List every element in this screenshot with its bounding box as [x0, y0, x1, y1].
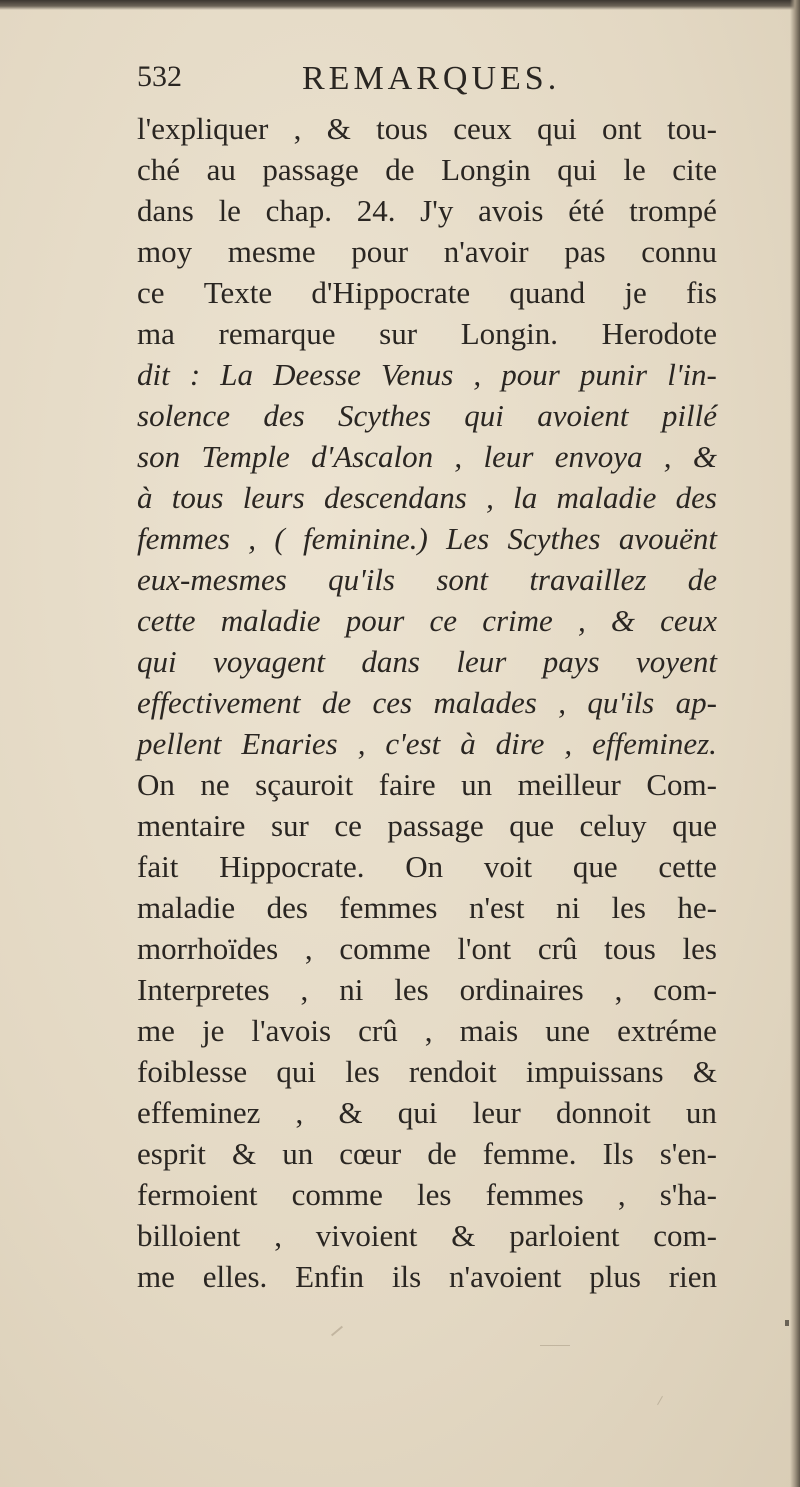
running-head: REMARQUES.: [302, 60, 561, 97]
page-top-shadow: [0, 0, 800, 10]
text-line: moy mesme pour n'avoir pas connu: [137, 234, 717, 269]
text-line: me je l'avois crû , mais une extréme: [137, 1013, 717, 1048]
body-text: [137, 108, 717, 1297]
text-line: esprit & un cœur de femme. Ils s'en-: [137, 1136, 717, 1171]
text-line: morrhoïdes , comme l'ont crû tous les: [137, 931, 717, 966]
text-line: billoient , vivoient & parloient com-: [137, 1218, 717, 1253]
text-line: ma remarque sur Longin. Herodote: [137, 316, 717, 351]
page-number: 532: [137, 60, 182, 93]
text-line: effectivement de ces malades , qu'ils ap-: [137, 685, 717, 720]
text-line: dans le chap. 24. J'y avois été trompé: [137, 193, 717, 228]
paper-stain: [785, 1320, 789, 1326]
text-line: ché au passage de Longin qui le cite: [137, 152, 717, 187]
text-line: cette maladie pour ce crime , & ceux: [137, 603, 717, 638]
text-line: femmes , ( feminine.) Les Scythes avouënt: [137, 521, 717, 556]
text-line: fermoient comme les femmes , s'ha-: [137, 1177, 717, 1212]
page-right-shadow: [790, 0, 800, 1487]
text-line: son Temple d'Ascalon , leur envoya , &: [137, 439, 717, 474]
text-line: solence des Scythes qui avoient pillé: [137, 398, 717, 433]
paper-stain: [540, 1345, 570, 1346]
text-line: fait Hippocrate. On voit que cette: [137, 849, 717, 884]
text-line: Interpretes , ni les ordinaires , com-: [137, 972, 717, 1007]
text-line: l'expliquer , & tous ceux qui ont tou-: [137, 111, 717, 146]
text-line: foiblesse qui les rendoit impuissans &: [137, 1054, 717, 1089]
text-line: mentaire sur ce passage que celuy que: [137, 808, 717, 843]
text-line: dit : La Deesse Venus , pour punir l'in-: [137, 357, 717, 392]
text-line: ce Texte d'Hippocrate quand je fis: [137, 275, 717, 310]
paper-stain: [657, 1396, 663, 1405]
text-line: eux-mesmes qu'ils sont travaillez de: [137, 562, 717, 597]
paper-stain: [331, 1326, 343, 1337]
text-line: pellent Enaries , c'est à dire , effeminez.: [137, 726, 717, 761]
page-header: [137, 60, 737, 106]
text-line: On ne sçauroit faire un meilleur Com-: [137, 767, 717, 802]
text-line: qui voyagent dans leur pays voyent: [137, 644, 717, 679]
text-line: maladie des femmes n'est ni les he-: [137, 890, 717, 925]
text-line: effeminez , & qui leur donnoit un: [137, 1095, 717, 1130]
text-line: à tous leurs descendans , la maladie des: [137, 480, 717, 515]
text-line: me elles. Enfin ils n'avoient plus rien: [137, 1259, 717, 1294]
